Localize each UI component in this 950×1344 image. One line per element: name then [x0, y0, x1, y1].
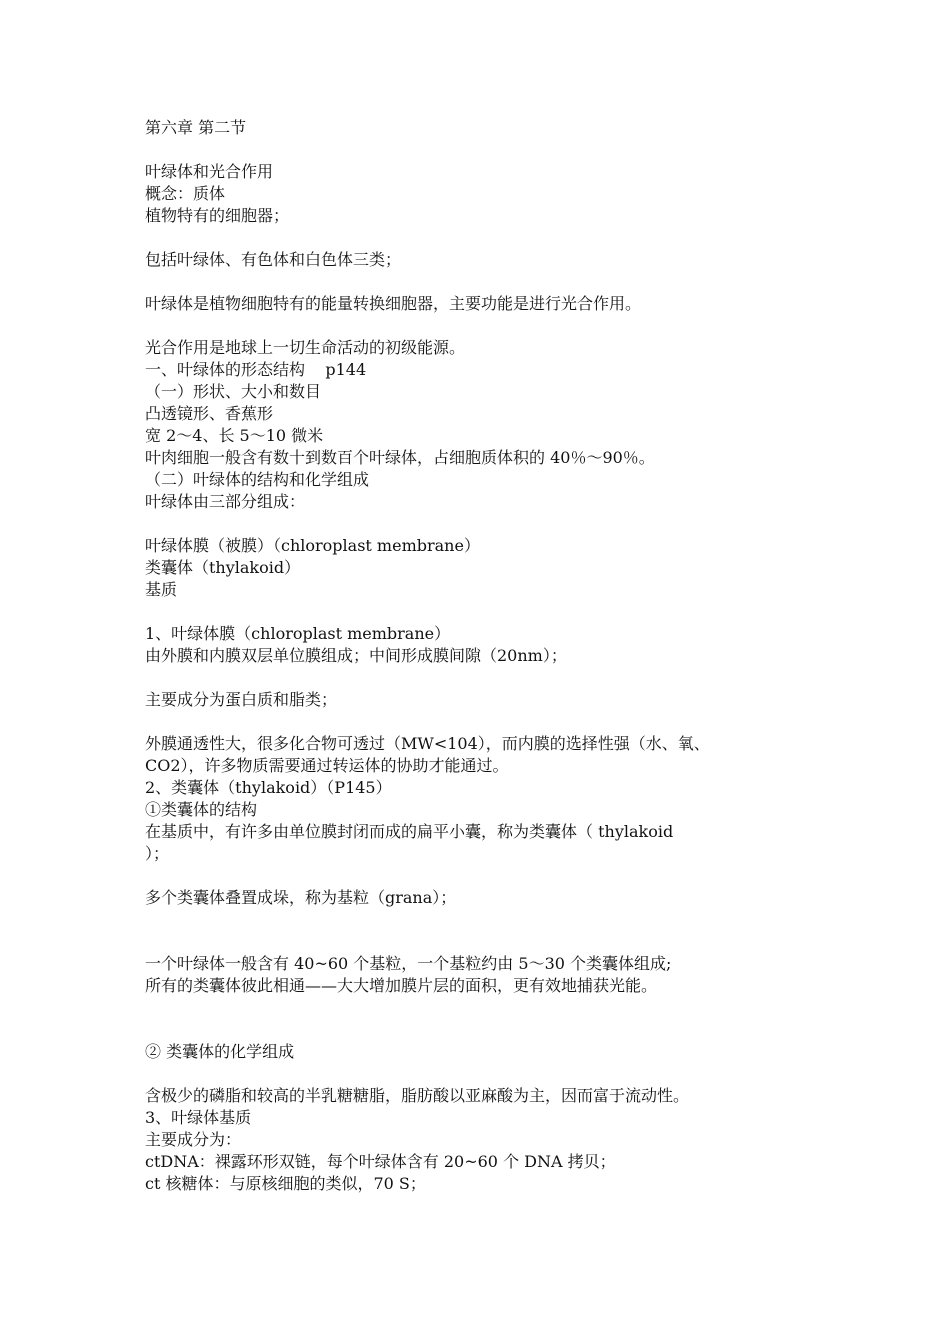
text-line: 凸透镜形、香蕉形 — [145, 404, 274, 423]
text-line: 在基质中，有许多由单位膜封闭而成的扁平小囊，称为类囊体（ thylakoid — [145, 822, 674, 841]
text-line: ct 核糖体：与原核细胞的类似，70 S； — [145, 1174, 426, 1193]
text-line: 外膜通透性大，很多化合物可透过（MW<104），而内膜的选择性强（水、氧、 — [145, 734, 710, 753]
subsection-heading: 2、类囊体（thylakoid）（P145） — [145, 778, 392, 797]
text-line: 多个类囊体叠置成垛，称为基粒（grana）； — [145, 888, 457, 907]
text-line: 类囊体（thylakoid） — [145, 558, 301, 577]
subsection-heading: （一）形状、大小和数目 — [145, 382, 322, 401]
text-line: CO2），许多物质需要通过转运体的协助才能通过。 — [145, 756, 509, 775]
text-line: 植物特有的细胞器； — [145, 206, 290, 225]
text-line: ）； — [145, 844, 170, 863]
text-line: 光合作用是地球上一切生命活动的初级能源。 — [145, 338, 466, 357]
text-line: 包括叶绿体、有色体和白色体三类； — [145, 250, 402, 269]
text-line: 一个叶绿体一般含有 40~60 个基粒，一个基粒约由 5～30 个类囊体组成; — [145, 954, 672, 973]
text-line: 基质 — [145, 580, 178, 599]
subsection-heading: （二）叶绿体的结构和化学组成 — [145, 470, 370, 489]
text-line: 叶肉细胞一般含有数十到数百个叶绿体，占细胞质体积的 40％～90％。 — [145, 448, 655, 467]
text-line: 主要成分为蛋白质和脂类； — [145, 690, 338, 709]
text-line: ctDNA：裸露环形双链，每个叶绿体含有 20~60 个 DNA 拷贝； — [145, 1152, 616, 1171]
subsection-heading: 一、叶绿体的形态结构 p144 — [145, 360, 367, 379]
subsection-heading: ①类囊体的结构 — [145, 800, 258, 819]
text-line: 主要成分为： — [145, 1130, 242, 1149]
text-line: 叶绿体是植物细胞特有的能量转换细胞器，主要功能是进行光合作用。 — [145, 294, 642, 313]
section-title: 叶绿体和光合作用 — [145, 162, 274, 181]
subsection-heading: 1、叶绿体膜（chloroplast membrane） — [145, 624, 451, 643]
text-line: 含极少的磷脂和较高的半乳糖糖脂，脂肪酸以亚麻酸为主，因而富于流动性。 — [145, 1086, 690, 1105]
text-line: 宽 2～4、长 5～10 微米 — [145, 426, 324, 445]
subsection-heading: 3、叶绿体基质 — [145, 1108, 252, 1127]
subsection-heading: ② 类囊体的化学组成 — [145, 1042, 295, 1061]
chapter-heading: 第六章 第二节 — [145, 118, 247, 137]
text-line: 概念：质体 — [145, 184, 226, 203]
text-line: 叶绿体膜（被膜）（chloroplast membrane） — [145, 536, 480, 555]
text-line: 由外膜和内膜双层单位膜组成；中间形成膜间隙（20nm）； — [145, 646, 567, 665]
text-line: 所有的类囊体彼此相通——大大增加膜片层的面积，更有效地捕获光能。 — [145, 976, 658, 995]
text-line: 叶绿体由三部分组成： — [145, 492, 306, 511]
